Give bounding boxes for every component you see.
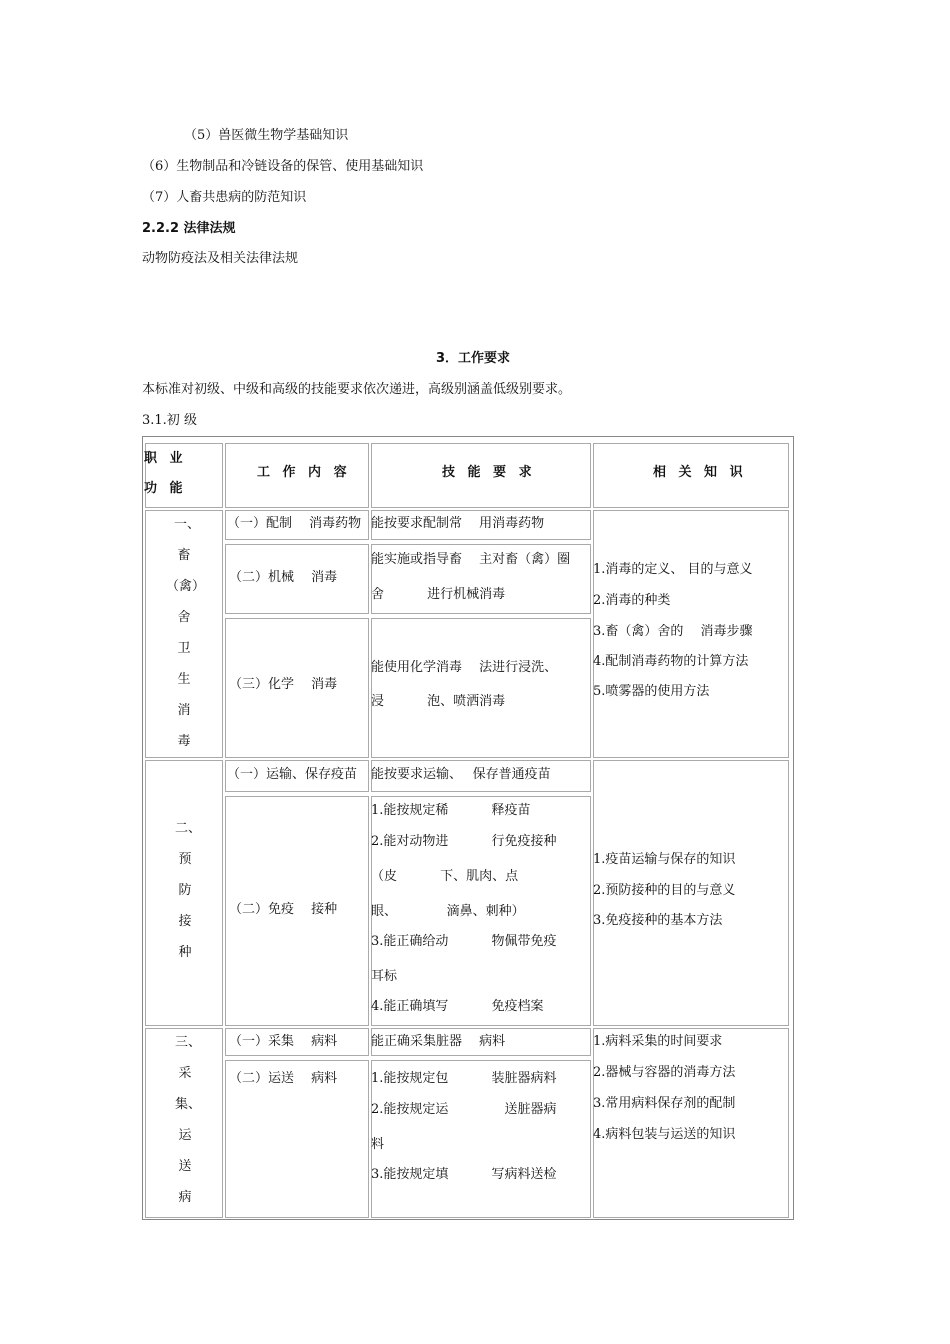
g3-row2-skill-line3: 料 — [371, 1137, 385, 1152]
g2-row2-skill-line6: 耳标 — [371, 969, 398, 984]
g2-row2-content: （二）免疫 接种 — [229, 902, 338, 917]
law-text: 动物防疫法及相关法律法规 — [142, 251, 299, 266]
header-function-line2: 功 能 — [144, 481, 187, 496]
g3-knowledge-3: 3.常用病料保存剂的配制 — [593, 1096, 736, 1111]
g1-row3-content: （三）化学 消毒 — [229, 677, 338, 692]
g2-knowledge-3: 3.免疫接种的基本方法 — [593, 913, 723, 928]
g2-row2-skill-line7: 4.能正确填写 免疫档案 — [371, 999, 544, 1014]
intro-item-5: （5）兽医微生物学基础知识 — [184, 128, 349, 143]
g2-knowledge-1: 1.疫苗运输与保存的知识 — [593, 852, 736, 867]
section-title: 3．工作要求 — [436, 351, 511, 366]
g3-knowledge-4: 4.病料包装与运送的知识 — [593, 1127, 736, 1142]
g1-row2-skill-line2: 舍 进行机械消毒 — [371, 587, 506, 602]
g1-row1-skill: 能按要求配制常 用消毒药物 — [371, 516, 545, 531]
g2-row2-skill-line1: 1.能按规定稀 释疫苗 — [371, 803, 531, 818]
g3-row2-skill-line2: 2.能按规定运 送脏器病 — [371, 1102, 557, 1117]
g1-knowledge-5: 5.喷雾器的使用方法 — [593, 684, 710, 699]
g1-row3-skill-line1: 能使用化学消毒 法进行浸洗、 — [371, 660, 558, 675]
g1-knowledge-2: 2.消毒的种类 — [593, 593, 671, 608]
g3-row1-skill: 能正确采集脏器 病料 — [371, 1034, 506, 1049]
g2-row1-skill: 能按要求运输、 保存普通疫苗 — [371, 767, 551, 782]
g3-knowledge-cell — [593, 1028, 789, 1218]
g1-knowledge-4: 4.配制消毒药物的计算方法 — [593, 654, 749, 669]
section-heading-law: 2.2.2 法律法规 — [142, 221, 236, 236]
g1-row3-skill-line2: 浸 泡、喷洒消毒 — [371, 694, 506, 709]
intro-item-6: （6）生物制品和冷链设备的保管、使用基础知识 — [142, 159, 424, 174]
g2-row2-skill-line2: 2.能对动物进 行免疫接种 — [371, 834, 557, 849]
g2-knowledge-2: 2.预防接种的目的与意义 — [593, 883, 736, 898]
g3-row2-skill-line4: 3.能按规定填 写病料送检 — [371, 1167, 557, 1182]
g2-row2-skill-line4: 眼、 滴鼻、刺种） — [371, 904, 525, 919]
g3-row2-skill-line1: 1.能按规定包 装脏器病料 — [371, 1071, 557, 1086]
g3-knowledge-2: 2.器械与容器的消毒方法 — [593, 1065, 736, 1080]
g1-row2-content: （二）机械 消毒 — [229, 570, 338, 585]
g1-row1-content: （一）配制 消毒药物 — [227, 516, 362, 531]
requirements-table — [142, 436, 794, 1220]
level-label: 3.1.初 级 — [142, 413, 197, 428]
header-knowledge: 相 关 知 识 — [653, 465, 747, 480]
g2-row2-skill-line5: 3.能正确给动 物佩带免疫 — [371, 934, 557, 949]
g3-row1-content: （一）采集 病料 — [229, 1034, 338, 1049]
header-content: 工 作 内 容 — [257, 465, 351, 480]
g1-row2-skill-line1: 能实施或指导畜 主对畜（禽）圈 — [371, 552, 571, 567]
g2-row2-skill-line3: （皮 下、肌肉、点 — [371, 869, 519, 884]
header-skill: 技 能 要 求 — [442, 465, 536, 480]
header-function-line1: 职 业 — [144, 451, 187, 466]
g2-row1-content: （一）运输、保存疫苗 — [227, 767, 358, 782]
intro-item-7: （7）人畜共患病的防范知识 — [142, 190, 307, 205]
g3-row2-content: （二）运送 病料 — [229, 1071, 338, 1086]
group2-function-text: 二、 预 防 接 种 — [175, 821, 202, 960]
section-description: 本标准对初级、中级和高级的技能要求依次递进，高级别涵盖低级别要求。 — [142, 382, 572, 397]
g3-knowledge-1: 1.病料采集的时间要求 — [593, 1034, 723, 1049]
group1-function-text: 一、 畜 （禽） 舍 卫 生 消 毒 — [166, 517, 206, 749]
group3-function-text: 三、 采 集、 运 送 病 — [175, 1035, 202, 1205]
g1-row3-skill-cell — [371, 618, 591, 758]
g1-knowledge-1: 1.消毒的定义、 目的与意义 — [593, 562, 753, 577]
g1-knowledge-3: 3.畜（禽）舍的 消毒步骤 — [593, 624, 753, 639]
